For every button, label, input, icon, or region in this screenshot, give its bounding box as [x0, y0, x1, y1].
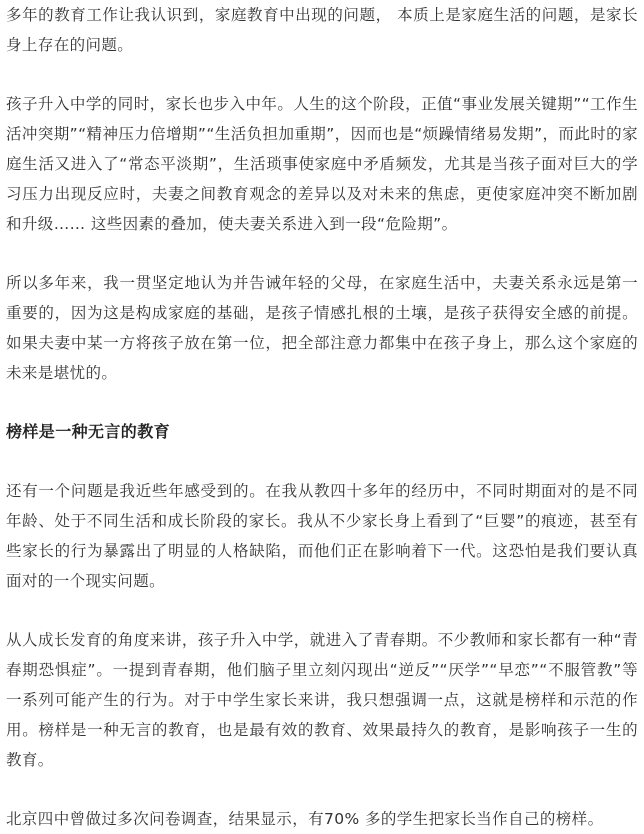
- paragraph-gap: [6, 447, 638, 476]
- paragraph-4: 还有一个问题是我近些年感受到的。在我从教四十多年的经历中，不同时期面对的是不同年龄、处于不同生活和成长阶段的家长。我从不少家长身上看到了“巨婴”的痕迹，甚至有些家长的行为暴露出了明显的人格缺陷，而他们正在影响着下一代。这恐怕是我们要认真面对的一个现实问题。: [6, 482, 638, 590]
- paragraph-3: 所以多年来，我一贯坚定地认为并告诫年轻的父母，在家庭生活中，夫妻关系永远是第一重要的，因为这是构成家庭的基础，是孩子情感扎根的土壤，是孩子获得安全感的前提。如果夫妻中某一方将孩子放在第一位，把全部注意力都集中在孩子身上，那么这个家庭的未来是堪忧的。: [6, 274, 638, 382]
- paragraph-gap: [6, 60, 638, 89]
- paragraph-2: 孩子升入中学的同时，家长也步入中年。人生的这个阶段，正值“事业发展关键期”“工作生活冲突期”“精神压力倍增期”“生活负担加重期”，因而也是“烦躁情绪易发期”，而此时的家庭生活又进入了“常态平淡期”，生活琐事使家庭中矛盾频发，尤其是当孩子面对巨大的学习压力出现反应时，夫妻之间教育观念的差异以及对未来的焦虑，更使家庭冲突不断加剧和升级…… 这些因素的叠加，使夫妻关系进入到一段“危险期”。: [6, 95, 638, 233]
- paragraph-6: 北京四中曾做过多次问卷调查，结果显示，有70% 多的学生把家长当作自己的榜样。: [6, 810, 604, 828]
- paragraph-5: 从人成长发育的角度来讲，孩子升入中学，就进入了青春期。不少教师和家长都有一种“青春期恐惧症”。一提到青春期，他们脑子里立刻闪现出“逆反”“厌学”“早恋”“不服管教”等一系列可能产生的行为。对于中学生家长来讲，我只想强调一点，这就是榜样和示范的作用。榜样是一种无言的教育，也是最有效的教育、效果最持久的教育，是影响孩子一生的教育。: [6, 631, 638, 769]
- section-heading: 榜样是一种无言的教育: [6, 422, 171, 441]
- paragraph-gap: [6, 239, 638, 268]
- paragraph-1: 多年的教育工作让我认识到，家庭教育中出现的问题， 本质上是家庭生活的问题，是家长身上存在的问题。: [6, 6, 638, 54]
- paragraph-gap: [6, 388, 638, 417]
- paragraph-gap: [6, 596, 638, 625]
